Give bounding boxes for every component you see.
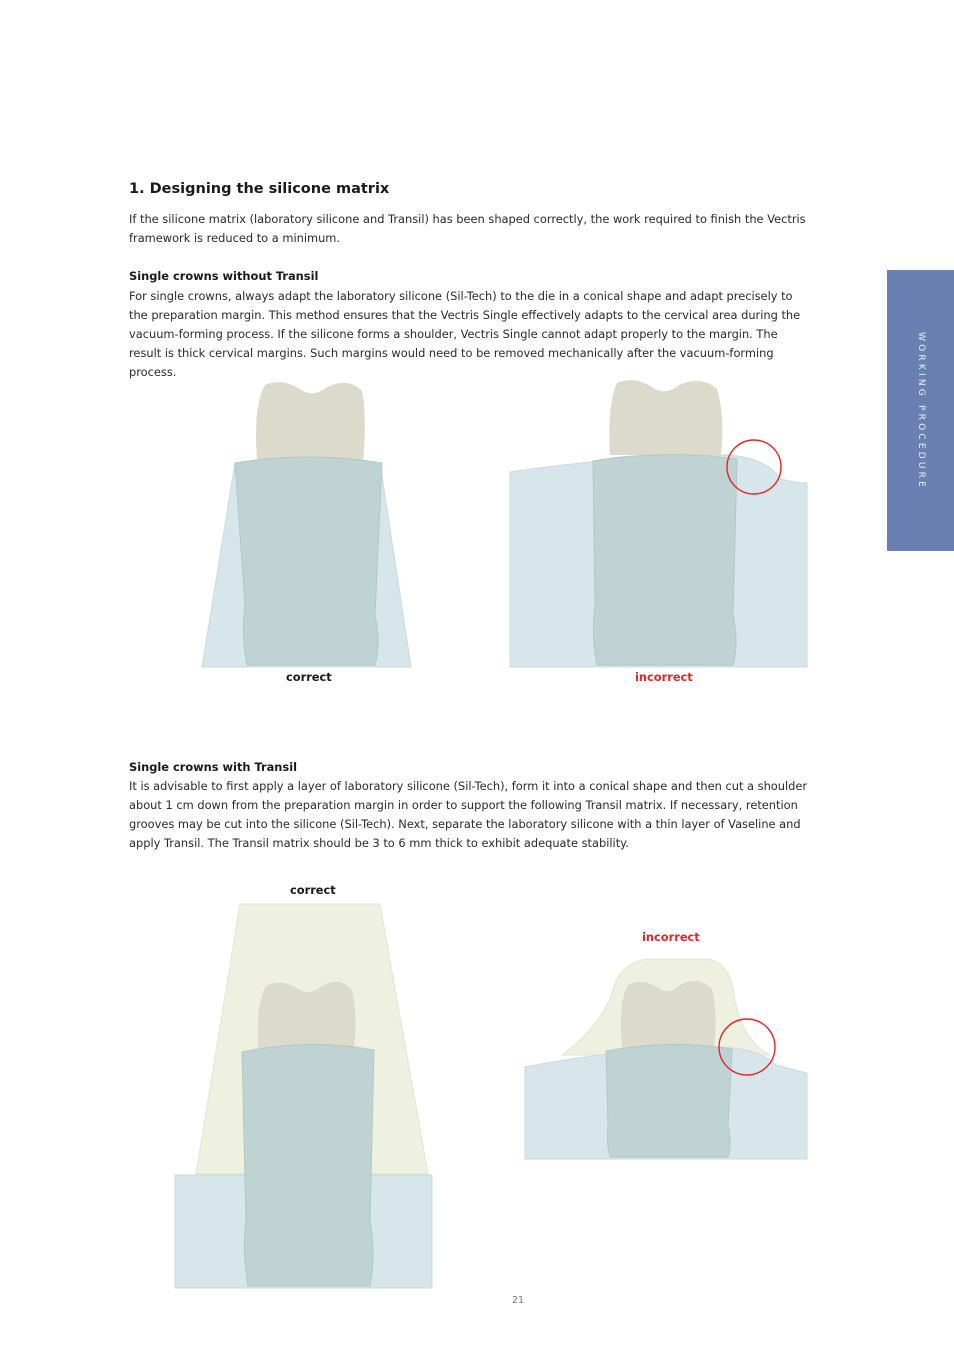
- page-number: 21: [512, 1295, 525, 1306]
- figure1-label-correct: correct: [286, 670, 332, 684]
- figure3-label-correct: correct: [290, 883, 336, 897]
- section1-title: Single crowns without Transil: [129, 269, 319, 283]
- page-title: 1. Designing the silicone matrix: [129, 181, 390, 197]
- figure4-label-incorrect: incorrect: [642, 930, 700, 944]
- section1-body: For single crowns, always adapt the laboratory silicone (Sil-Tech) to the die in a conical shape and adapt precisely to the preparation margin. This method ensures that the Vectris Single effectively adapts to the cervical area during the vacuum-forming process. If the silicone forms a shoulder, Vectris Single cannot adapt properly to the margin. The result is thick cervical margins. Such margins would need to be removed mechanically after the vacuum-forming process.: [129, 289, 801, 379]
- figure-incorrect-without-transil: [505, 375, 815, 670]
- figure2-label-incorrect: incorrect: [635, 670, 693, 684]
- side-tab-label: WORKING PROCEDURE: [915, 331, 926, 490]
- figure-incorrect-with-transil: [520, 955, 815, 1165]
- side-tab: [887, 270, 954, 551]
- intro-paragraph: If the silicone matrix (laboratory silicone and Transil) has been shaped correctly, the work required to finish the Vectris framework is reduced to a minimum.: [129, 212, 806, 245]
- section2-title: Single crowns with Transil: [129, 760, 298, 774]
- section2-body: It is advisable to first apply a layer of laboratory silicone (Sil-Tech), form it into a conical shape and then cut a shoulder about 1 cm down from the preparation margin in order to support the following Transil matrix. If necessary, retention grooves may be cut into the silicone (Sil-Tech). Next, separate the laboratory silicone with a thin layer of Vaseline and apply Transil. The Transil matrix should be 3 to 6 mm thick to exhibit adequate stability.: [129, 779, 808, 850]
- figure-correct-with-transil: [170, 900, 440, 1292]
- figure-correct-without-transil: [195, 375, 420, 670]
